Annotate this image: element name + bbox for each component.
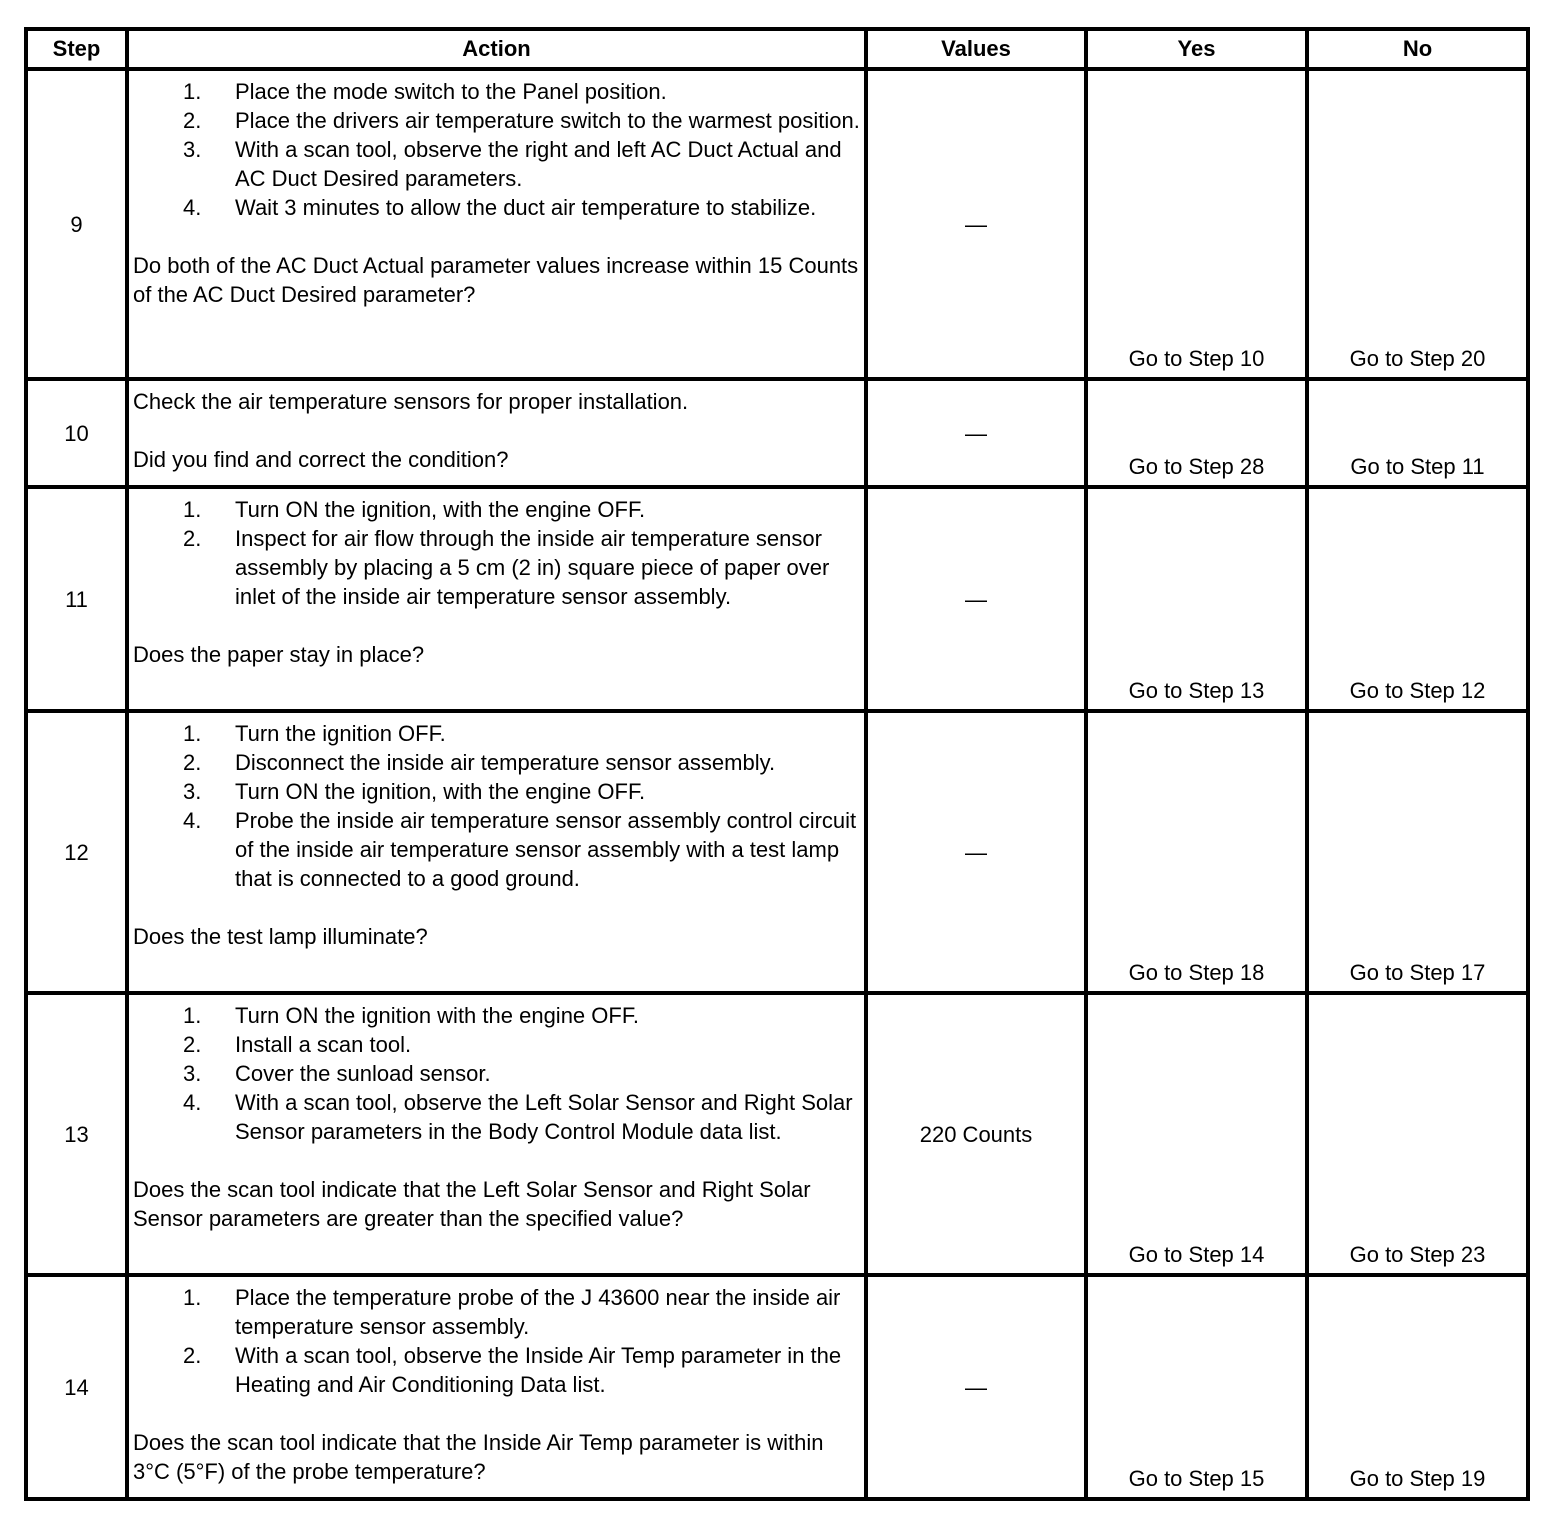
- table-row: [26, 379, 1528, 487]
- value-cell: —: [866, 379, 1086, 487]
- table-row: [26, 487, 1528, 711]
- no-cell: Go to Step 23: [1307, 993, 1528, 1275]
- list-item: 3. Cover the sunload sensor.: [183, 1061, 491, 1086]
- list-item: 1. Turn the ignition OFF.: [183, 721, 446, 746]
- no-cell: Go to Step 12: [1307, 487, 1528, 711]
- no-cell: Go to Step 11: [1307, 379, 1528, 487]
- no-cell: Go to Step 17: [1307, 711, 1528, 993]
- table-row: [26, 993, 1528, 1275]
- question-text: Does the paper stay in place?: [133, 642, 425, 667]
- step-number: 12: [26, 711, 127, 993]
- list-item: 2. With a scan tool, observe the Inside Air Temp parameter in the Heating and Air Conditioning Data list.: [183, 1343, 842, 1397]
- yes-cell: Go to Step 14: [1086, 993, 1307, 1275]
- action-cell: [127, 1275, 866, 1499]
- yes-cell: Go to Step 13: [1086, 487, 1307, 711]
- no-cell: Go to Step 20: [1307, 69, 1528, 379]
- question-text: Did you find and correct the condition?: [133, 447, 509, 472]
- yes-cell: Go to Step 28: [1086, 379, 1307, 487]
- instruction-list: [133, 719, 860, 893]
- list-item: 1. Turn ON the ignition with the engine OFF.: [183, 1003, 639, 1028]
- value-cell: —: [866, 69, 1086, 379]
- action-text: Check the air temperature sensors for proper installation.: [133, 389, 689, 414]
- step-number: 14: [26, 1275, 127, 1499]
- instruction-list: [133, 1001, 860, 1146]
- question-text: Do both of the AC Duct Actual parameter values increase within 15 Counts of the AC Duct Desired parameter?: [133, 253, 859, 307]
- list-item: 3. With a scan tool, observe the right and left AC Duct Actual and AC Duct Desired parameters.: [183, 137, 842, 191]
- value-cell: —: [866, 711, 1086, 993]
- instruction-list: [133, 495, 860, 611]
- step-number: 11: [26, 487, 127, 711]
- question-text: Does the scan tool indicate that the Inside Air Temp parameter is within 3°C (5°F) of the probe temperature?: [133, 1430, 824, 1484]
- table-row: [26, 69, 1528, 379]
- table-row: [26, 711, 1528, 993]
- list-item: 2. Install a scan tool.: [183, 1032, 412, 1057]
- question-text: Does the scan tool indicate that the Left Solar Sensor and Right Solar Sensor parameters are greater than the specified value?: [133, 1177, 811, 1231]
- table-row: [26, 1275, 1528, 1499]
- step-number: 13: [26, 993, 127, 1275]
- instruction-list: [133, 1283, 860, 1399]
- action-cell: [127, 993, 866, 1275]
- step-number: 9: [26, 69, 127, 379]
- question-text: Does the test lamp illuminate?: [133, 924, 428, 949]
- instruction-list: [133, 77, 860, 222]
- header-yes: Yes: [1086, 29, 1307, 69]
- list-item: 4. Probe the inside air temperature sensor assembly control circuit of the inside air temperature sensor assembly with a test lamp that is connected to a good ground.: [183, 808, 857, 891]
- header-values: Values: [866, 29, 1086, 69]
- table-header-row: [26, 29, 1528, 69]
- list-item: 2. Disconnect the inside air temperature sensor assembly.: [183, 750, 776, 775]
- list-item: 4. Wait 3 minutes to allow the duct air temperature to stabilize.: [183, 195, 817, 220]
- step-number: 10: [26, 379, 127, 487]
- action-cell: [127, 711, 866, 993]
- action-cell: [127, 487, 866, 711]
- yes-cell: Go to Step 10: [1086, 69, 1307, 379]
- list-item: 1. Place the temperature probe of the J 43600 near the inside air temperature sensor assembly.: [183, 1285, 841, 1339]
- list-item: 4. With a scan tool, observe the Left Solar Sensor and Right Solar Sensor parameters in the Body Control Module data list.: [183, 1090, 853, 1144]
- list-item: 2. Inspect for air flow through the inside air temperature sensor assembly by placing a 5 cm (2 in) square piece of paper over inlet of the inside air temperature sensor assembly.: [183, 526, 830, 609]
- header-step: Step: [26, 29, 127, 69]
- list-item: 1. Turn ON the ignition, with the engine OFF.: [183, 497, 646, 522]
- no-cell: Go to Step 19: [1307, 1275, 1528, 1499]
- value-cell: 220 Counts: [866, 993, 1086, 1275]
- list-item: 2. Place the drivers air temperature switch to the warmest position.: [183, 108, 860, 133]
- value-cell: —: [866, 487, 1086, 711]
- value-cell: —: [866, 1275, 1086, 1499]
- action-cell: [127, 379, 866, 487]
- yes-cell: Go to Step 15: [1086, 1275, 1307, 1499]
- yes-cell: Go to Step 18: [1086, 711, 1307, 993]
- action-cell: [127, 69, 866, 379]
- header-action: Action: [127, 29, 866, 69]
- diagnostic-table: [24, 27, 1530, 1501]
- list-item: 1. Place the mode switch to the Panel position.: [183, 79, 667, 104]
- list-item: 3. Turn ON the ignition, with the engine OFF.: [183, 779, 646, 804]
- header-no: No: [1307, 29, 1528, 69]
